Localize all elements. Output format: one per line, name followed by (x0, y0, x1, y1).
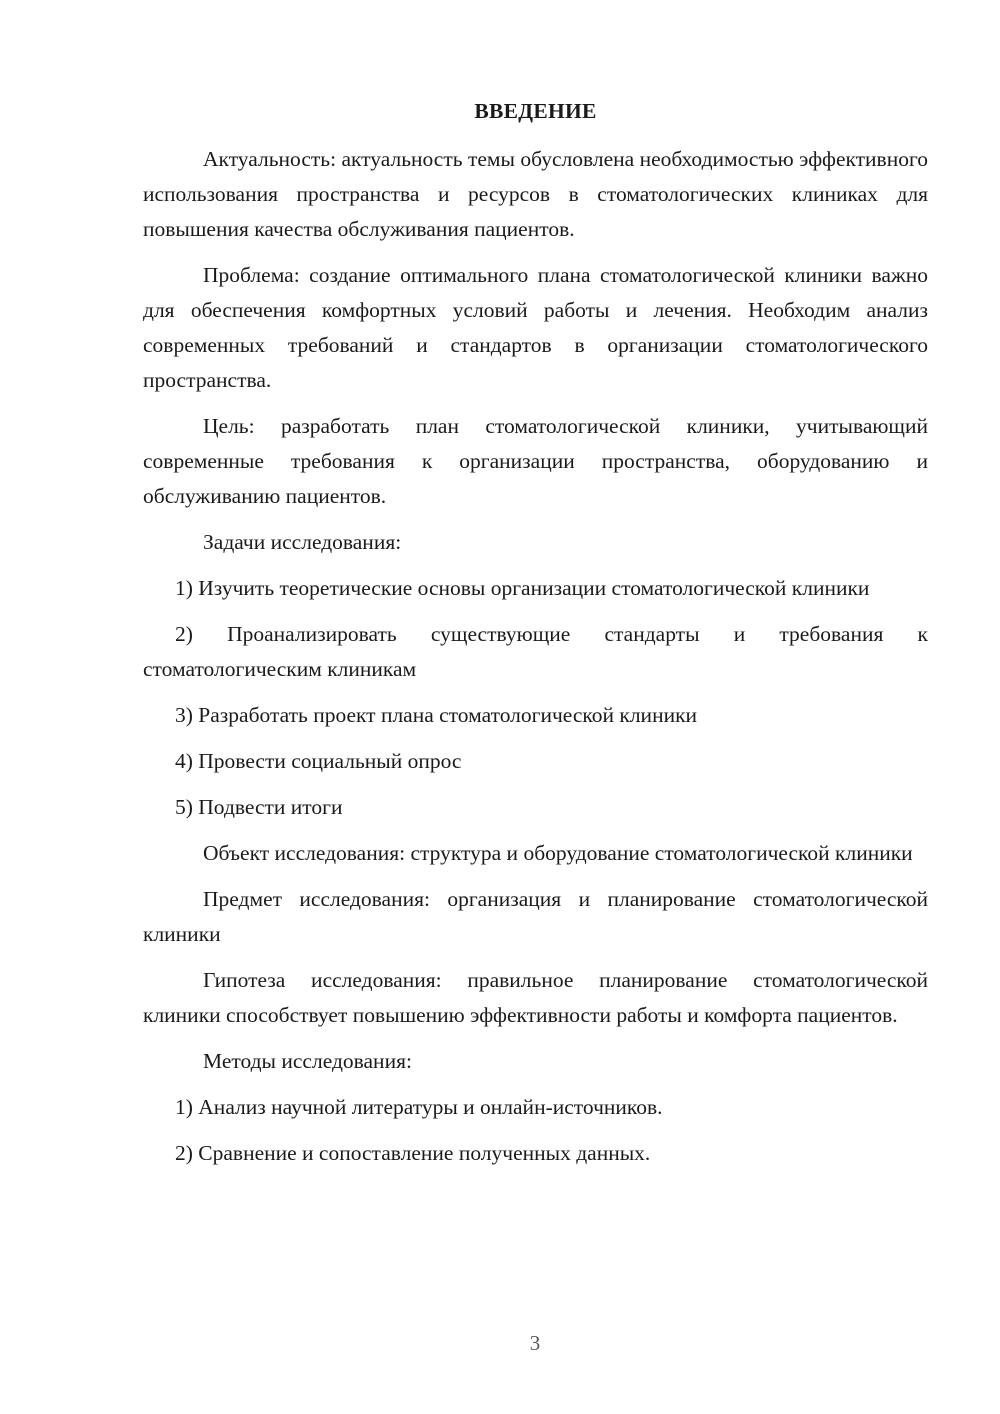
method-item-1: 1) Анализ научной литературы и онлайн-источников. (175, 1095, 663, 1119)
object-paragraph: Объект исследования: структура и оборудование стоматологической клиники (203, 841, 913, 865)
tasks-heading: Задачи исследования: (203, 530, 402, 554)
relevance-paragraph: Актуальность: актуальность темы обусловлена необходимостью эффективного использования пространства и ресурсов в стоматологических клиниках для повышения качества обслуживания пациентов. (143, 147, 928, 241)
task-item-3: 3) Разработать проект плана стоматологической клиники (175, 703, 698, 727)
method-item-2: 2) Сравнение и сопоставление полученных данных. (175, 1141, 651, 1165)
task-item-2: 2) Проанализировать существующие стандарты и требования к стоматологическим клиникам (143, 622, 928, 681)
subject-paragraph: Предмет исследования: организация и планирование стоматологической клиники (143, 887, 928, 946)
hypothesis-paragraph: Гипотеза исследования: правильное планирование стоматологической клиники способствует повышению эффективности работы и комфорта пациентов. (143, 968, 928, 1027)
page-number: 3 (529, 1331, 541, 1355)
document-body (143, 94, 928, 1182)
task-item-5: 5) Подвести итоги (175, 795, 343, 819)
problem-paragraph: Проблема: создание оптимального плана стоматологической клиники важно для обеспечения комфортных условий работы и лечения. Необходим анализ современных требований и стандартов в организации стоматологического пространства. (143, 263, 928, 392)
goal-paragraph: Цель: разработать план стоматологической клиники, учитывающий современные требования к организации пространства, оборудованию и обслуживанию пациентов. (143, 414, 928, 508)
methods-heading: Методы исследования: (203, 1049, 412, 1073)
task-item-4: 4) Провести социальный опрос (175, 749, 462, 773)
task-item-1: 1) Изучить теоретические основы организации стоматологической клиники (175, 576, 870, 600)
section-title: ВВЕДЕНИЕ (474, 99, 597, 123)
